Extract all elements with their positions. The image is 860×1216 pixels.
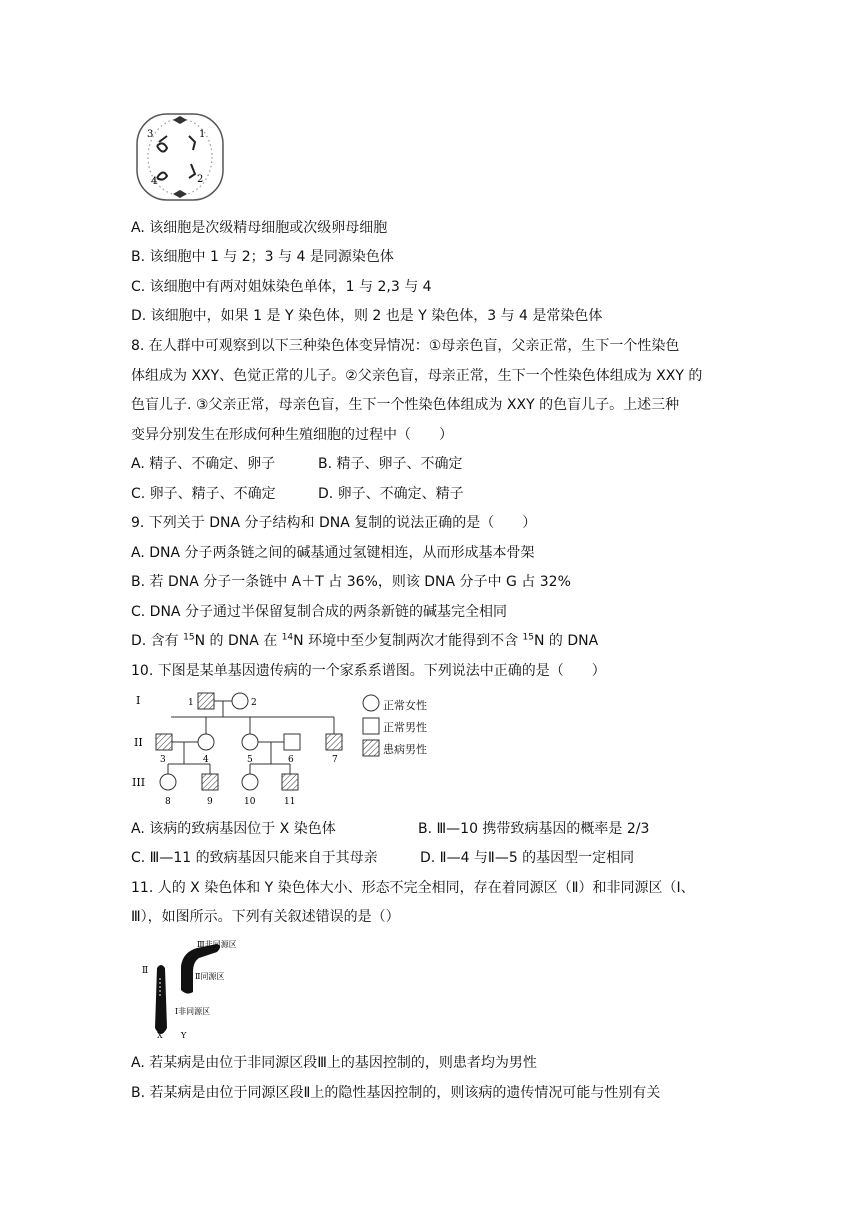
q10-option-d: D. Ⅱ—4 与Ⅱ—5 的基因型一定相同 xyxy=(420,850,635,866)
q10-option-b: B. Ⅲ—10 携带致病基因的概率是 2/3 xyxy=(418,821,650,837)
q9-stem: 9. 下列关于 DNA 分子结构和 DNA 复制的说法正确的是（ ） xyxy=(131,515,537,531)
q8-stem-line2: 体组成为 XXY、色觉正常的儿子。②父亲色盲，母亲正常，生下一个性染色体组成为 XXY 的 xyxy=(131,368,703,384)
q7-option-a: A. 该细胞是次级精母细胞或次级卵母细胞 xyxy=(131,220,388,236)
svg-text:Ⅲ非同源区: Ⅲ非同源区 xyxy=(197,940,237,949)
q8-option-a: A. 精子、不确定、卵子 xyxy=(131,456,276,472)
svg-text:X: X xyxy=(157,1031,163,1040)
svg-text:Y: Y xyxy=(181,1031,187,1040)
q11-stem-line1: 11. 人的 X 染色体和 Y 染色体大小、形态不完全相同，存在着同源区（Ⅱ）和非同源区（Ⅰ、 xyxy=(131,880,695,896)
q8-option-b: B. 精子、卵子、不确定 xyxy=(318,456,463,472)
label-1: 1 xyxy=(199,129,206,140)
label-3: 3 xyxy=(147,129,154,140)
q11-option-a: A. 若某病是由位于非同源区段Ⅲ上的基因控制的，则患者均为男性 xyxy=(131,1055,537,1071)
q10-option-c: C. Ⅲ—11 的致病基因只能来自于其母亲 xyxy=(131,850,378,866)
q7-option-c: C. 该细胞中有两对姐妹染色单体，1 与 2,3 与 4 xyxy=(131,279,432,295)
q8-option-d: D. 卵子、不确定、精子 xyxy=(318,486,464,502)
svg-text:Ⅰ非同源区: Ⅰ非同源区 xyxy=(175,1007,211,1016)
xy-chromosome-figure xyxy=(135,936,255,1046)
svg-text:8: 8 xyxy=(165,797,171,807)
svg-text:7: 7 xyxy=(332,755,338,765)
pedigree-chart xyxy=(128,688,368,814)
q7-option-b: B. 该细胞中 1 与 2；3 与 4 是同源染色体 xyxy=(131,249,394,265)
q8-stem-line1: 8. 在人群中可观察到以下三种染色体变异情况：①母亲色盲，父亲正常，生下一个性染色 xyxy=(131,338,680,354)
svg-text:11: 11 xyxy=(284,797,296,807)
gen-I: I xyxy=(136,694,141,707)
q7-option-d: D. 该细胞中，如果 1 是 Y 染色体，则 2 也是 Y 染色体，3 与 4 是常染色体 xyxy=(131,308,603,324)
svg-text:Ⅱ同源区: Ⅱ同源区 xyxy=(195,972,225,981)
gen-III: III xyxy=(132,776,146,789)
svg-text:4: 4 xyxy=(203,755,209,765)
q9-option-c: C. DNA 分子通过半保留复制合成的两条新链的碱基完全相同 xyxy=(131,604,507,620)
svg-text:3: 3 xyxy=(160,755,166,765)
q8-stem-line4: 变异分别发生在形成何种生殖细胞的过程中（ ） xyxy=(131,427,453,443)
q8-stem-line3: 色盲儿子. ③父亲正常，母亲色盲，生下一个性染色体组成为 XXY 的色盲儿子。上述三种 xyxy=(131,397,680,413)
q9-option-b: B. 若 DNA 分子一条链中 A＋T 占 36%，则该 DNA 分子中 G 占 32% xyxy=(131,574,571,590)
svg-text:9: 9 xyxy=(207,797,213,807)
q8-option-c: C. 卵子、精子、不确定 xyxy=(131,486,276,502)
svg-text:5: 5 xyxy=(247,755,253,765)
svg-text:1: 1 xyxy=(188,698,194,708)
legend-normal-female: 正常女性 xyxy=(383,699,427,712)
svg-text:2: 2 xyxy=(251,698,257,708)
q11-option-b: B. 若某病是由位于同源区段Ⅱ上的隐性基因控制的，则该病的遗传情况可能与性别有关 xyxy=(131,1085,661,1101)
legend-affected-male: 患病男性 xyxy=(383,743,427,756)
cell-division-figure xyxy=(135,112,225,202)
pedigree-legend-symbols xyxy=(362,694,382,760)
legend-normal-male: 正常男性 xyxy=(383,721,427,734)
label-4: 4 xyxy=(151,176,158,187)
q11-stem-line2: Ⅲ），如图所示。下列有关叙述错误的是（） xyxy=(131,909,400,925)
gen-II: II xyxy=(134,736,143,749)
q9-option-d: D. 含有 $^{15}$N 的 DNA 在 $^{14}$N 环境中至少复制两次才能得到不含 $^{15}$N 的 DNA xyxy=(131,632,599,649)
svg-text:6: 6 xyxy=(288,755,294,765)
q9-option-a: A. DNA 分子两条链之间的碱基通过氢键相连，从而形成基本骨架 xyxy=(131,545,535,561)
svg-text:Ⅱ: Ⅱ xyxy=(142,966,149,976)
q10-option-a: A. 该病的致病基因位于 X 染色体 xyxy=(131,821,336,837)
svg-text:10: 10 xyxy=(244,797,256,807)
label-2: 2 xyxy=(197,174,204,185)
q10-stem: 10. 下图是某单基因遗传病的一个家系系谱图。下列说法中正确的是（ ） xyxy=(131,663,606,679)
